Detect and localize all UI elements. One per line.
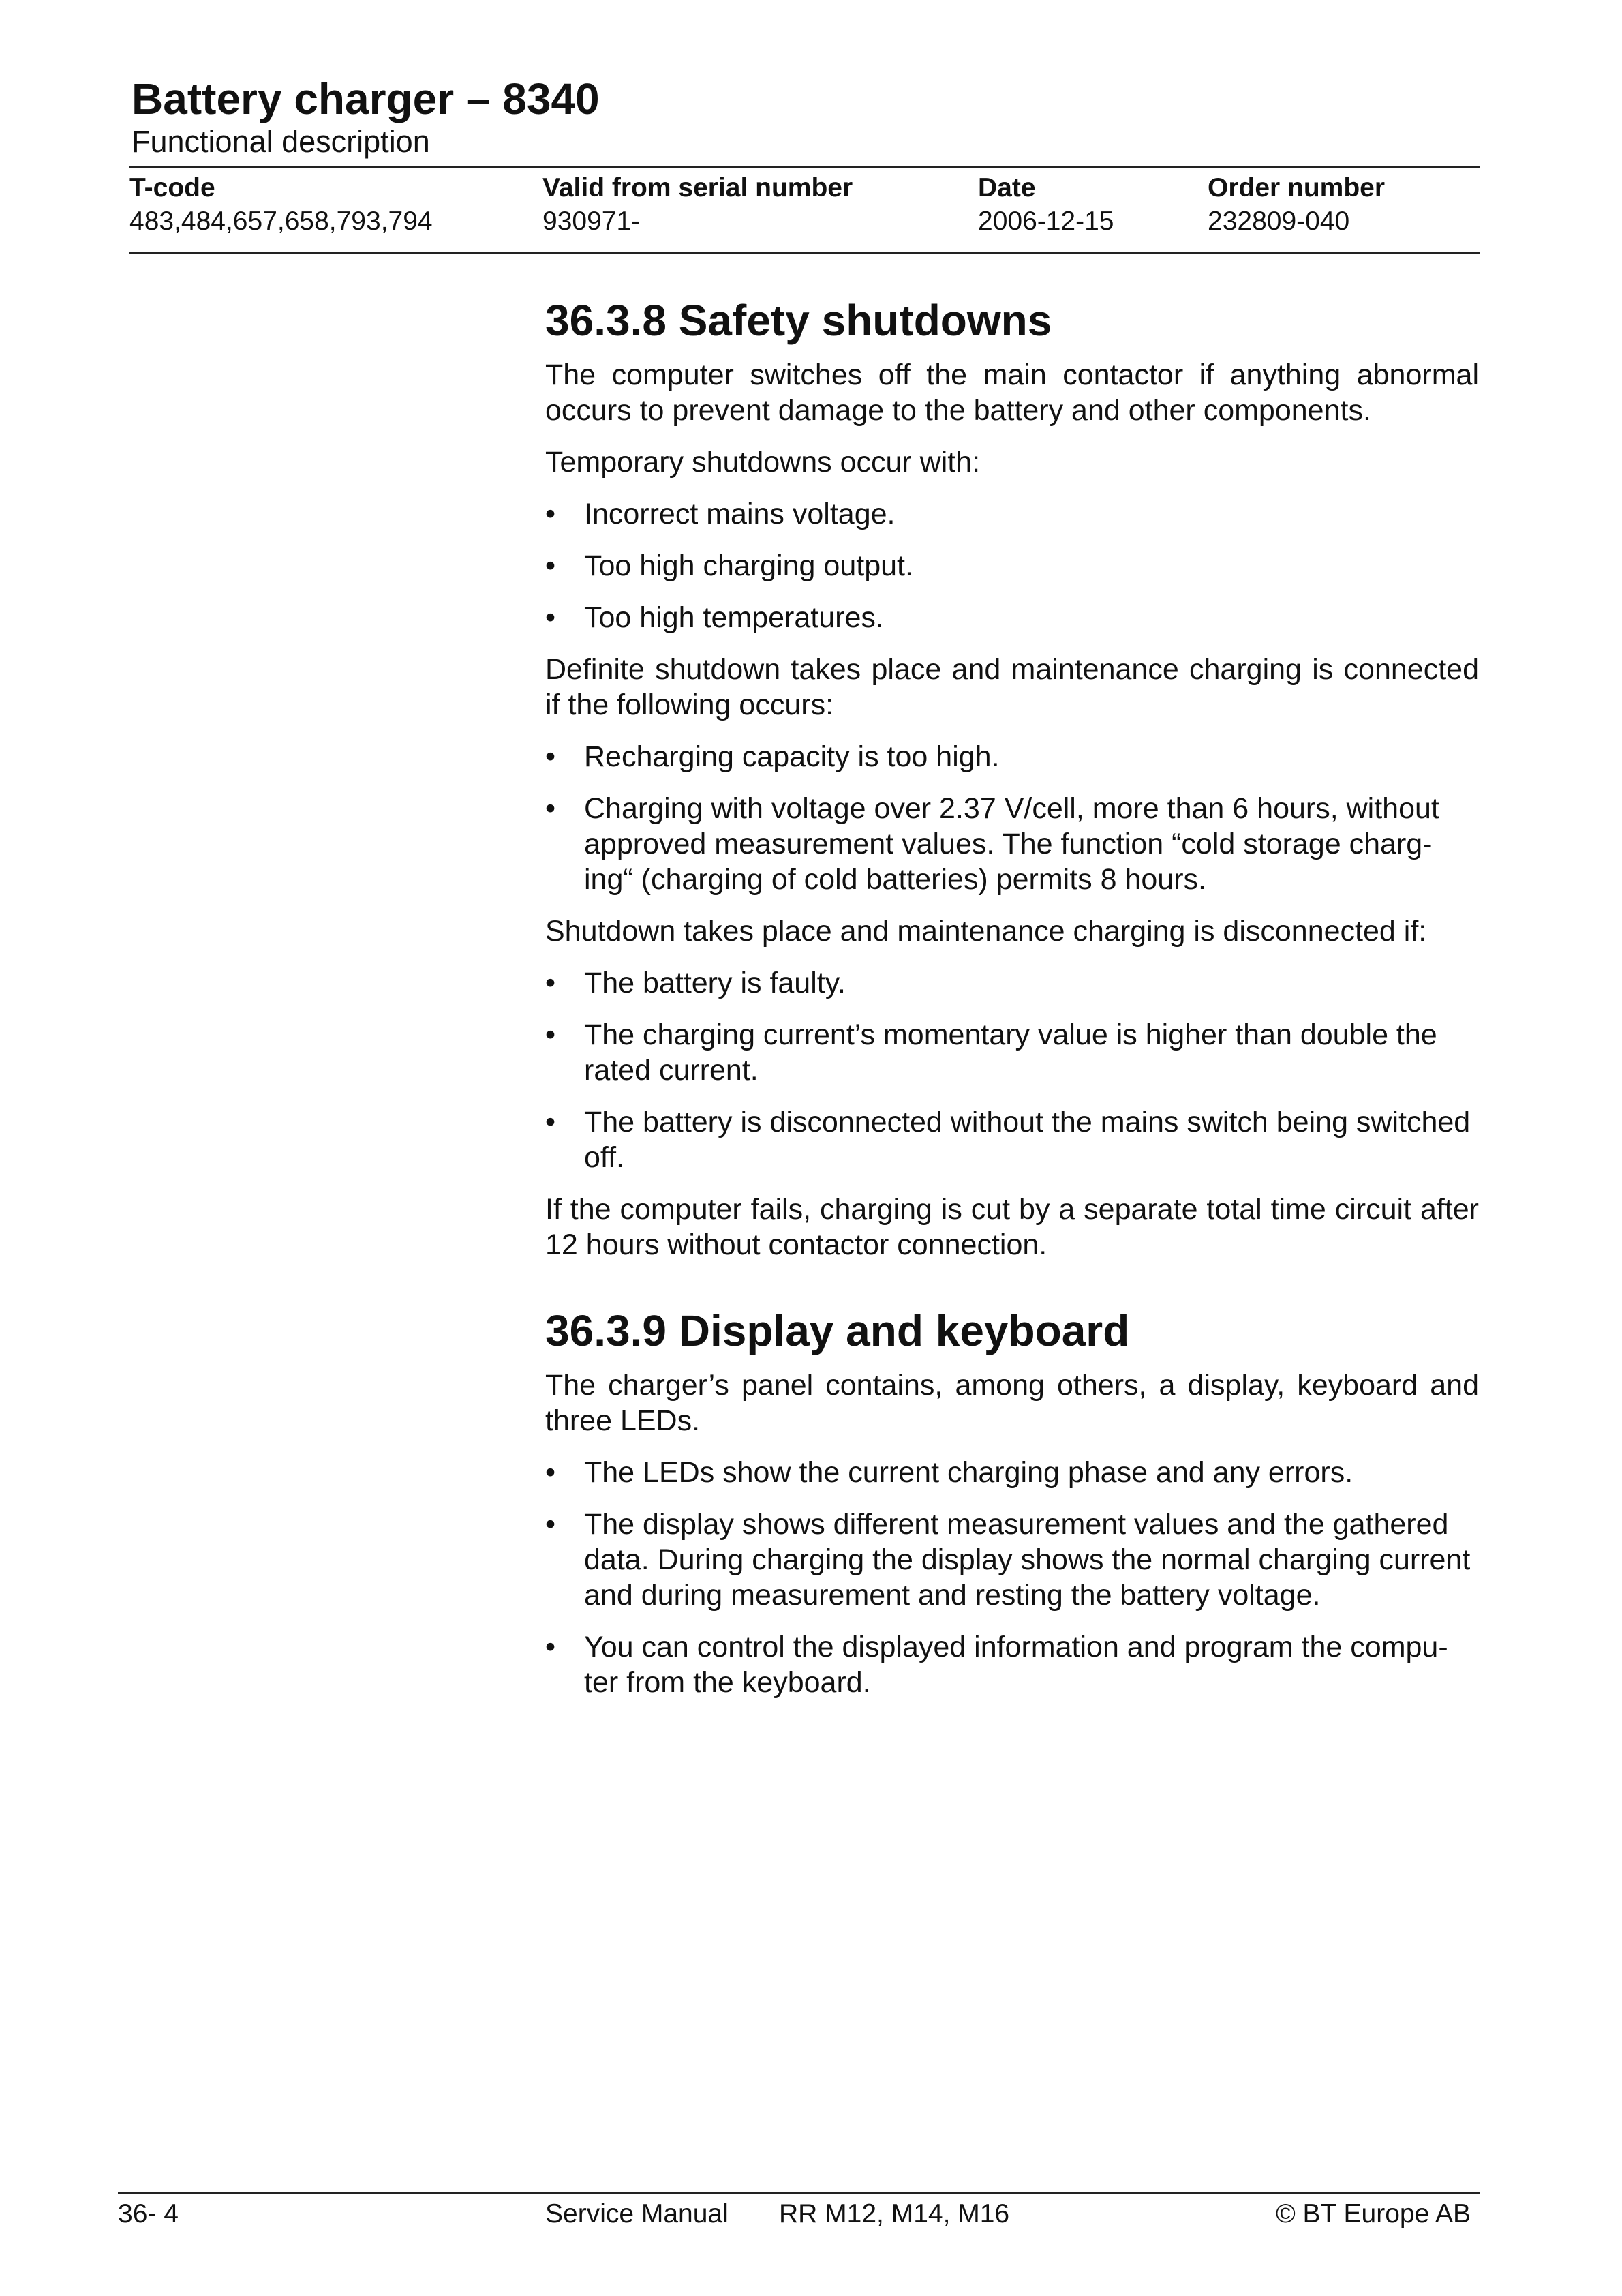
list-item [545, 1017, 1479, 1088]
main-content [545, 293, 1479, 1717]
order-number-value: 232809-040 [1208, 207, 1350, 236]
footer-models: RR M12, M14, M16 [779, 2199, 1010, 2229]
paragraph: Temporary shutdowns occur with: [545, 446, 981, 479]
list-item-text: Recharging capacity is too high. [584, 740, 1000, 773]
header-divider-top [129, 166, 1480, 168]
order-number-label: Order number [1208, 173, 1386, 202]
list-item-text: Too high temperatures. [584, 601, 884, 634]
list-item [545, 1104, 1479, 1175]
section-heading: 36.3.9 Display and keyboard [545, 1306, 1130, 1355]
section-display-keyboard [545, 1303, 1479, 1700]
list-item-text: The battery is faulty. [584, 967, 846, 999]
footer-divider [118, 2192, 1480, 2194]
list-item [545, 496, 1479, 532]
list-item [545, 965, 1479, 1001]
bullet-icon: • [545, 601, 556, 634]
bullet-list [545, 965, 1479, 1175]
document-subtitle: Functional description [132, 124, 430, 159]
serial-label: Valid from serial number [542, 173, 853, 202]
list-item [545, 791, 1479, 897]
list-item-text: The display shows different measurement values and the gathered data. During charging the display shows the normal charging current and during measurement and resting the battery voltage. [584, 1508, 1471, 1612]
list-item-text: The LEDs show the current charging phase and any errors. [584, 1456, 1353, 1489]
bullet-icon: • [545, 1508, 556, 1541]
serial-value: 930971- [542, 207, 641, 236]
paragraph: Shutdown takes place and maintenance charging is disconnected if: [545, 915, 1427, 948]
bullet-icon: • [545, 1456, 556, 1489]
bullet-icon: • [545, 792, 556, 825]
document-title: Battery charger – 8340 [132, 74, 600, 123]
list-item [545, 600, 1479, 635]
list-item-text: You can control the displayed information and program the compu-ter from the keyboard. [584, 1631, 1448, 1699]
list-item-text: The charging current’s momentary value is higher than double the rated current. [584, 1018, 1437, 1087]
list-item-text: Incorrect mains voltage. [584, 498, 896, 530]
page-number: 36- 4 [118, 2199, 179, 2229]
bullet-icon: • [545, 740, 556, 773]
bullet-icon: • [545, 967, 556, 999]
section-safety-shutdowns [545, 293, 1479, 1263]
paragraph: The computer switches off the main contactor if anything abnormal occurs to prevent damage to the battery and other components. [545, 359, 1479, 427]
list-item-text: Charging with voltage over 2.37 V/cell, more than 6 hours, without approved measurement values. The function “cold storage charg-ing“ (charging of cold batteries) permits 8 hours. [584, 792, 1439, 896]
bullet-icon: • [545, 1631, 556, 1663]
header-divider-bottom [129, 252, 1480, 254]
bullet-icon: • [545, 549, 556, 582]
bullet-icon: • [545, 1018, 556, 1051]
list-item [545, 1629, 1479, 1700]
list-item [545, 739, 1479, 774]
paragraph: The charger’s panel contains, among others, a display, keyboard and three LEDs. [545, 1369, 1479, 1437]
date-value: 2006-12-15 [978, 207, 1114, 236]
bullet-list [545, 739, 1479, 897]
footer-manual: Service Manual [545, 2199, 729, 2229]
footer-copyright: © BT Europe AB [1275, 2199, 1471, 2229]
list-item [545, 548, 1479, 584]
list-item [545, 1455, 1479, 1490]
bullet-list [545, 496, 1479, 635]
date-label: Date [978, 173, 1036, 202]
bullet-icon: • [545, 498, 556, 530]
paragraph: Definite shutdown takes place and maintenance charging is connected if the following occurs: [545, 653, 1479, 721]
list-item-text: Too high charging output. [584, 549, 913, 582]
bullet-icon: • [545, 1106, 556, 1138]
paragraph: If the computer fails, charging is cut by a separate total time circuit after 12 hours without contactor connection. [545, 1193, 1479, 1261]
tcode-value: 483,484,657,658,793,794 [129, 207, 433, 236]
section-heading: 36.3.8 Safety shutdowns [545, 296, 1052, 345]
bullet-list [545, 1455, 1479, 1700]
tcode-label: T-code [129, 173, 215, 202]
list-item [545, 1507, 1479, 1613]
list-item-text: The battery is disconnected without the mains switch being switched off. [584, 1106, 1471, 1174]
